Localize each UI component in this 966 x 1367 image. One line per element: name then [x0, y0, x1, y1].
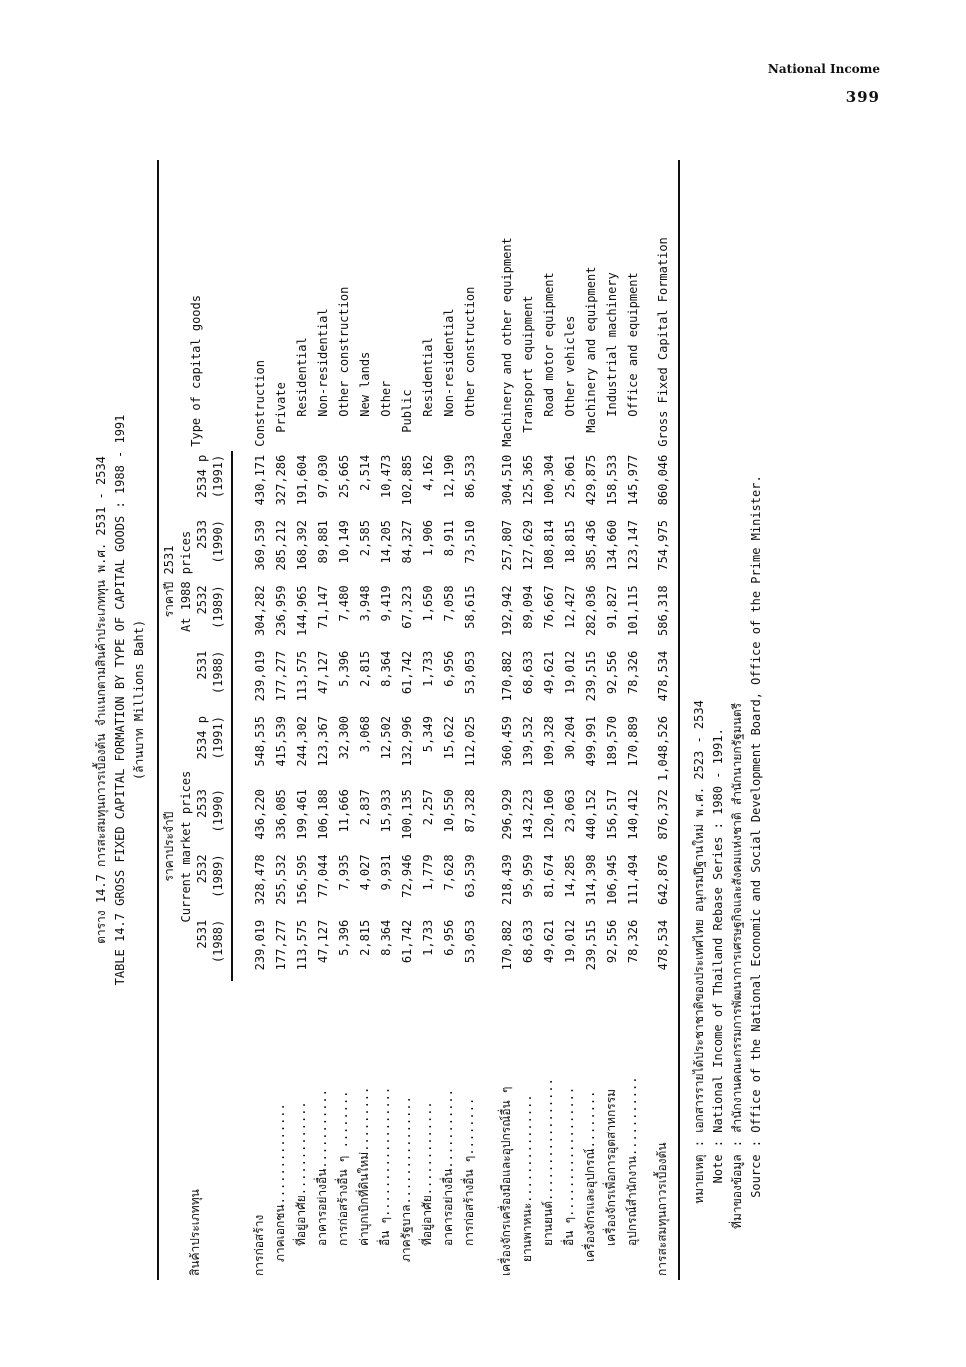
cell-value: 548,535 — [252, 716, 267, 767]
row-label-thai: การก่อสร้างอื่น ๆ ........ — [336, 1090, 350, 1246]
cell-value: 239,019 — [252, 650, 267, 702]
cell-value: 81,674 — [541, 854, 556, 898]
cell-value: 91,827 — [604, 585, 619, 629]
cell-value: 144,965 — [294, 585, 309, 636]
row-label-thai: การก่อสร้าง — [252, 1214, 266, 1276]
cell-value: 156,595 — [294, 854, 309, 905]
cell-value: 106,188 — [315, 789, 330, 840]
footnote-text: Office of the National Economic and Social Development Board, Office of the Prime Minister. — [749, 475, 763, 1140]
cell-value: 108,814 — [541, 520, 556, 571]
cell-value: 12,502 — [378, 716, 393, 760]
col-group-constant: ราคาปี 2531 At 1988 prices — [158, 451, 194, 712]
footnotes — [690, 80, 766, 1280]
cell-value: 328,478 — [252, 854, 267, 905]
table-row — [559, 160, 580, 1280]
cell-value: 10,149 — [336, 520, 351, 564]
row-label-eng: Residential — [420, 337, 435, 417]
table-row — [459, 160, 480, 1280]
cell-value: 478,534 — [643, 647, 679, 712]
row-label-thai: ยานยนต์................. — [541, 1078, 555, 1246]
cell-value: 336,085 — [273, 789, 288, 840]
cell-value: 113,575 — [294, 650, 309, 702]
row-label-thai: อุปกรณ์สำนักงาน........... — [625, 1076, 639, 1246]
row-label-thai: อาคารอย่างอื่น........... — [315, 1089, 329, 1246]
cell-value: 385,436 — [583, 520, 598, 571]
table-row — [375, 160, 396, 1280]
row-label-eng: Road motor equipment — [541, 272, 556, 417]
cell-value: 257,807 — [499, 520, 514, 571]
cell-value: 304,282 — [252, 585, 267, 636]
year-ad: (1991) — [210, 451, 232, 516]
cell-value: 14,285 — [562, 854, 577, 898]
cell-value: 92,556 — [604, 919, 619, 964]
row-label-thai: อื่น ๆ.................. — [562, 1086, 576, 1246]
col-group-current: ราคาประจำปี Current market prices — [158, 712, 194, 981]
cell-value: 296,929 — [499, 789, 514, 840]
row-label-thai: ค่าบุกเบิกที่ดินใหม่......... — [357, 1086, 371, 1246]
cell-value: 25,061 — [562, 454, 577, 499]
cell-value: 255,532 — [273, 854, 288, 905]
cell-value: 7,628 — [441, 854, 456, 891]
cell-value: 9,931 — [378, 854, 393, 891]
table-row — [417, 160, 438, 1280]
cell-value: 2,815 — [357, 650, 372, 687]
table-row — [333, 160, 354, 1280]
page-number: 399 — [845, 88, 880, 106]
cell-value: 100,135 — [399, 789, 414, 840]
footnote-label: ที่มาของข้อมูล : — [730, 1140, 744, 1229]
cell-value: 47,127 — [315, 650, 330, 695]
cell-value: 78,326 — [625, 650, 640, 695]
year-ad: (1990) — [210, 516, 232, 581]
cell-value: 139,532 — [520, 716, 535, 767]
row-label-eng: New lands — [357, 351, 372, 417]
cell-value: 4,162 — [420, 454, 435, 491]
table-row — [249, 160, 270, 1280]
row-label-thai: การสะสมทุนถาวรเบื้องต้น — [643, 981, 679, 1280]
cell-value: 63,539 — [462, 854, 477, 898]
year-be: 2532 — [195, 585, 209, 615]
table-row — [643, 160, 679, 1280]
cell-value: 1,906 — [420, 520, 435, 557]
cell-value: 8,364 — [378, 919, 393, 956]
capital-formation-table — [157, 160, 680, 1280]
year-ad: (1989) — [210, 850, 232, 915]
cell-value: 369,539 — [252, 520, 267, 571]
cell-value: 49,621 — [541, 650, 556, 695]
footnote-text: สำนักงานคณะกรรมการพัฒนาการเศรษฐกิจและสังคมแห่งชาติ สำนักนายกรัฐมนตรี — [730, 702, 744, 1140]
footnote-line — [747, 80, 766, 1280]
year-ad: (1988) — [210, 916, 232, 981]
cell-value: 15,933 — [378, 789, 393, 833]
row-label-eng: Non-residential — [315, 308, 330, 417]
cell-value: 199,461 — [294, 789, 309, 840]
year-ad: (1991) — [210, 712, 232, 785]
cell-value: 87,328 — [462, 789, 477, 833]
cell-value: 112,025 — [462, 716, 477, 767]
cell-value: 134,660 — [604, 520, 619, 571]
cell-value: 168,392 — [294, 520, 309, 571]
cell-value: 84,327 — [399, 520, 414, 564]
cell-value: 7,058 — [441, 585, 456, 622]
footnote-line — [690, 80, 709, 1280]
year-be: 2534 p — [195, 716, 209, 760]
row-label-eng: Transport equipment — [520, 295, 535, 433]
cell-value: 5,396 — [336, 650, 351, 687]
cell-value: 30,204 — [562, 716, 577, 760]
cell-value: 32,300 — [336, 716, 351, 760]
footnote-label: Note : — [711, 1140, 725, 1184]
cell-value: 304,510 — [499, 454, 514, 506]
table-row — [354, 160, 375, 1280]
cell-value: 111,494 — [625, 854, 640, 905]
table-row — [622, 160, 643, 1280]
cell-value: 239,019 — [252, 919, 267, 971]
cell-value: 156,517 — [604, 789, 619, 840]
cell-value: 158,533 — [604, 454, 619, 506]
cell-value: 101,115 — [625, 585, 640, 636]
row-label-eng: Private — [273, 382, 288, 433]
footnote-text: เอกสารรายได้ประชาชาติของประเทศไทย อนุกรมปีฐานใหม่ พ.ศ. 2523 - 2534 — [692, 700, 706, 1140]
cell-value: 140,412 — [625, 789, 640, 840]
cell-value: 440,152 — [583, 789, 598, 840]
cell-value: 1,733 — [420, 650, 435, 687]
row-label-eng: Non-residential — [441, 308, 456, 417]
cell-value: 123,367 — [315, 716, 330, 767]
cell-value: 239,515 — [583, 650, 598, 702]
cell-value: 7,480 — [336, 585, 351, 622]
cell-value: 5,349 — [420, 716, 435, 753]
cell-value: 92,556 — [604, 650, 619, 695]
table-row — [291, 160, 312, 1280]
table-row — [312, 160, 333, 1280]
table-row — [496, 160, 517, 1280]
cell-value: 58,615 — [462, 585, 477, 629]
row-label-eng: Other construction — [462, 286, 477, 417]
caption-thai: ตาราง 14.7 การสะสมทุนถาวรเบื้องต้น จำแนกตามสินค้าประเภททุน พ.ศ. 2531 - 2534 — [94, 456, 108, 944]
cell-value: 11,666 — [336, 789, 351, 833]
caption-unit: (ล้านบาท Millions Baht) — [132, 619, 146, 781]
table-row — [580, 160, 601, 1280]
row-label-thai: เครื่องจักรและอุปกรณ์........ — [583, 1090, 597, 1262]
row-label-eng: Other — [378, 380, 393, 417]
row-label-thai: ที่อยู่อาศัย............. — [294, 1101, 308, 1246]
cell-value: 145,977 — [625, 454, 640, 506]
cell-value: 244,302 — [294, 716, 309, 767]
footnote-label: Source : — [749, 1140, 763, 1198]
cell-value: 170,882 — [499, 919, 514, 971]
cell-value: 2,585 — [357, 520, 372, 557]
cell-value: 2,514 — [357, 454, 372, 491]
cell-value: 67,323 — [399, 585, 414, 629]
year-be: 2534 p — [195, 454, 209, 499]
year-ad: (1988) — [210, 647, 232, 712]
cell-value: 68,633 — [520, 650, 535, 695]
table-row — [396, 160, 417, 1280]
cell-value: 47,127 — [315, 919, 330, 964]
col-header-eng-type: Type of capital goods — [158, 160, 232, 451]
cell-value: 170,882 — [499, 650, 514, 702]
cell-value: 192,942 — [499, 585, 514, 636]
cell-value: 236,959 — [273, 585, 288, 636]
cell-value: 5,396 — [336, 919, 351, 956]
cell-value: 8,364 — [378, 650, 393, 687]
row-label-eng: Other vehicles — [562, 315, 577, 417]
cell-value: 73,510 — [462, 520, 477, 564]
cell-value: 78,326 — [625, 919, 640, 964]
cell-value: 478,534 — [643, 916, 679, 981]
cell-value: 499,991 — [583, 716, 598, 767]
cell-value: 23,063 — [562, 789, 577, 833]
cell-value: 2,815 — [357, 919, 372, 956]
cell-value: 25,665 — [336, 454, 351, 499]
cell-value: 71,147 — [315, 585, 330, 629]
cell-value: 327,286 — [273, 454, 288, 506]
row-label-thai: การก่อสร้างอื่น ๆ........ — [462, 1097, 476, 1246]
cell-value: 2,257 — [420, 789, 435, 826]
cell-value: 170,889 — [625, 716, 640, 767]
row-label-eng: Other construction — [336, 286, 351, 417]
cell-value: 3,068 — [357, 716, 372, 753]
cell-value: 15,622 — [441, 716, 456, 760]
row-label-thai: เครื่องจักรเครื่องมือและอุปกรณ์อื่น ๆ — [499, 1086, 513, 1276]
caption-english: TABLE 14.7 GROSS FIXED CAPITAL FORMATION BY TYPE OF CAPITAL GOODS : 1988 - 1991 — [113, 414, 127, 986]
cell-value: 285,212 — [273, 520, 288, 571]
table-body — [232, 160, 679, 1280]
cell-value: 61,742 — [399, 919, 414, 964]
row-label-eng: Machinery and other equipment — [499, 237, 514, 447]
spacer-row — [232, 160, 249, 1280]
cell-value: 19,012 — [562, 919, 577, 964]
cell-value: 586,318 — [643, 581, 679, 646]
year-be: 2533 — [195, 520, 209, 549]
footnote-text: National Income of Thailand Rebase Series : 1980 - 1991. — [711, 728, 725, 1140]
cell-value: 12,427 — [562, 585, 577, 629]
cell-value: 120,160 — [541, 789, 556, 840]
row-label-eng: Construction — [252, 360, 267, 447]
col-header-thai-type: สินค้าประเภททุน — [158, 981, 232, 1280]
row-label-eng: Industrial machinery — [604, 272, 619, 417]
cell-value: 14,205 — [378, 520, 393, 564]
cell-value: 19,012 — [562, 650, 577, 695]
table-caption — [92, 80, 149, 1320]
cell-value: 113,575 — [294, 919, 309, 971]
cell-value: 10,550 — [441, 789, 456, 833]
cell-value: 1,048,526 — [643, 712, 679, 785]
row-label-thai: อื่น ๆ.................. — [378, 1086, 392, 1246]
cell-value: 189,570 — [604, 716, 619, 767]
cell-value: 642,876 — [643, 850, 679, 915]
cell-value: 177,277 — [273, 650, 288, 702]
section-title: National Income — [767, 62, 880, 76]
cell-value: 18,815 — [562, 520, 577, 564]
cell-value: 876,372 — [643, 785, 679, 850]
year-ad: (1990) — [210, 785, 232, 850]
cell-value: 1,733 — [420, 919, 435, 956]
cell-value: 123,147 — [625, 520, 640, 571]
cell-value: 53,053 — [462, 919, 477, 964]
cell-value: 754,975 — [643, 516, 679, 581]
cell-value: 125,365 — [520, 454, 535, 506]
cell-value: 76,667 — [541, 585, 556, 629]
cell-value: 9,419 — [378, 585, 393, 622]
cell-value: 61,742 — [399, 650, 414, 695]
row-label-thai: ภาครัฐบาล............... — [399, 1096, 413, 1262]
cell-value: 143,223 — [520, 789, 535, 840]
row-label-thai: อาคารอย่างอื่น........... — [441, 1089, 455, 1246]
row-label-eng: Public — [399, 389, 414, 433]
table-row — [517, 160, 538, 1280]
cell-value: 6,956 — [441, 650, 456, 687]
cell-value: 177,277 — [273, 919, 288, 971]
cell-value: 127,629 — [520, 520, 535, 571]
cell-value: 7,935 — [336, 854, 351, 891]
cell-value: 6,956 — [441, 919, 456, 956]
cell-value: 1,650 — [420, 585, 435, 622]
spacer-row — [480, 160, 496, 1280]
cell-value: 282,036 — [583, 585, 598, 636]
table-row — [438, 160, 459, 1280]
cell-value: 77,044 — [315, 854, 330, 898]
row-label-eng: Gross Fixed Capital Formation — [643, 160, 679, 451]
cell-value: 100,304 — [541, 454, 556, 506]
row-label-eng: Office and equipment — [625, 272, 640, 417]
row-label-thai: ที่อยู่อาศัย............. — [420, 1101, 434, 1246]
cell-value: 86,533 — [462, 454, 477, 499]
cell-value: 4,027 — [357, 854, 372, 891]
cell-value: 429,875 — [583, 454, 598, 506]
cell-value: 72,946 — [399, 854, 414, 898]
cell-value: 191,604 — [294, 454, 309, 506]
row-label-eng: Residential — [294, 337, 309, 417]
row-label-thai: เครื่องจักรเพื่อการอุตสาหกรรม — [604, 1088, 618, 1246]
cell-value: 436,220 — [252, 789, 267, 840]
cell-value: 218,439 — [499, 854, 514, 905]
cell-value: 2,837 — [357, 789, 372, 826]
cell-value: 314,398 — [583, 854, 598, 905]
cell-value: 106,945 — [604, 854, 619, 905]
cell-value: 68,633 — [520, 919, 535, 964]
cell-value: 430,171 — [252, 454, 267, 506]
cell-value: 109,328 — [541, 716, 556, 767]
table-row — [270, 160, 291, 1280]
cell-value: 89,094 — [520, 585, 535, 629]
cell-value: 860,046 — [643, 451, 679, 516]
year-be: 2533 — [195, 789, 209, 818]
table-row — [601, 160, 622, 1280]
cell-value: 102,885 — [399, 454, 414, 506]
cell-value: 95,959 — [520, 854, 535, 898]
cell-value: 1,779 — [420, 854, 435, 891]
footnote-label: หมายเหตุ : — [692, 1140, 706, 1204]
footnote-line — [728, 80, 747, 1280]
cell-value: 97,030 — [315, 454, 330, 499]
footnote-line — [709, 80, 728, 1280]
rotated-table-page — [92, 80, 922, 1320]
year-be: 2532 — [195, 854, 209, 884]
year-be: 2531 — [195, 919, 209, 949]
cell-value: 132,996 — [399, 716, 414, 767]
cell-value: 89,881 — [315, 520, 330, 564]
cell-value: 10,473 — [378, 454, 393, 499]
year-be: 2531 — [195, 650, 209, 680]
row-label-thai: ยานพาหนะ............... — [520, 1094, 534, 1262]
cell-value: 415,539 — [273, 716, 288, 767]
year-ad: (1989) — [210, 581, 232, 646]
table-row — [538, 160, 559, 1280]
cell-value: 49,621 — [541, 919, 556, 964]
row-label-eng: Machinery and equipment — [583, 266, 598, 433]
cell-value: 8,911 — [441, 520, 456, 557]
cell-value: 360,459 — [499, 716, 514, 767]
cell-value: 3,948 — [357, 585, 372, 622]
row-label-thai: ภาคเอกชน.............. — [273, 1103, 287, 1262]
cell-value: 239,515 — [583, 919, 598, 971]
cell-value: 12,190 — [441, 454, 456, 499]
cell-value: 53,053 — [462, 650, 477, 695]
